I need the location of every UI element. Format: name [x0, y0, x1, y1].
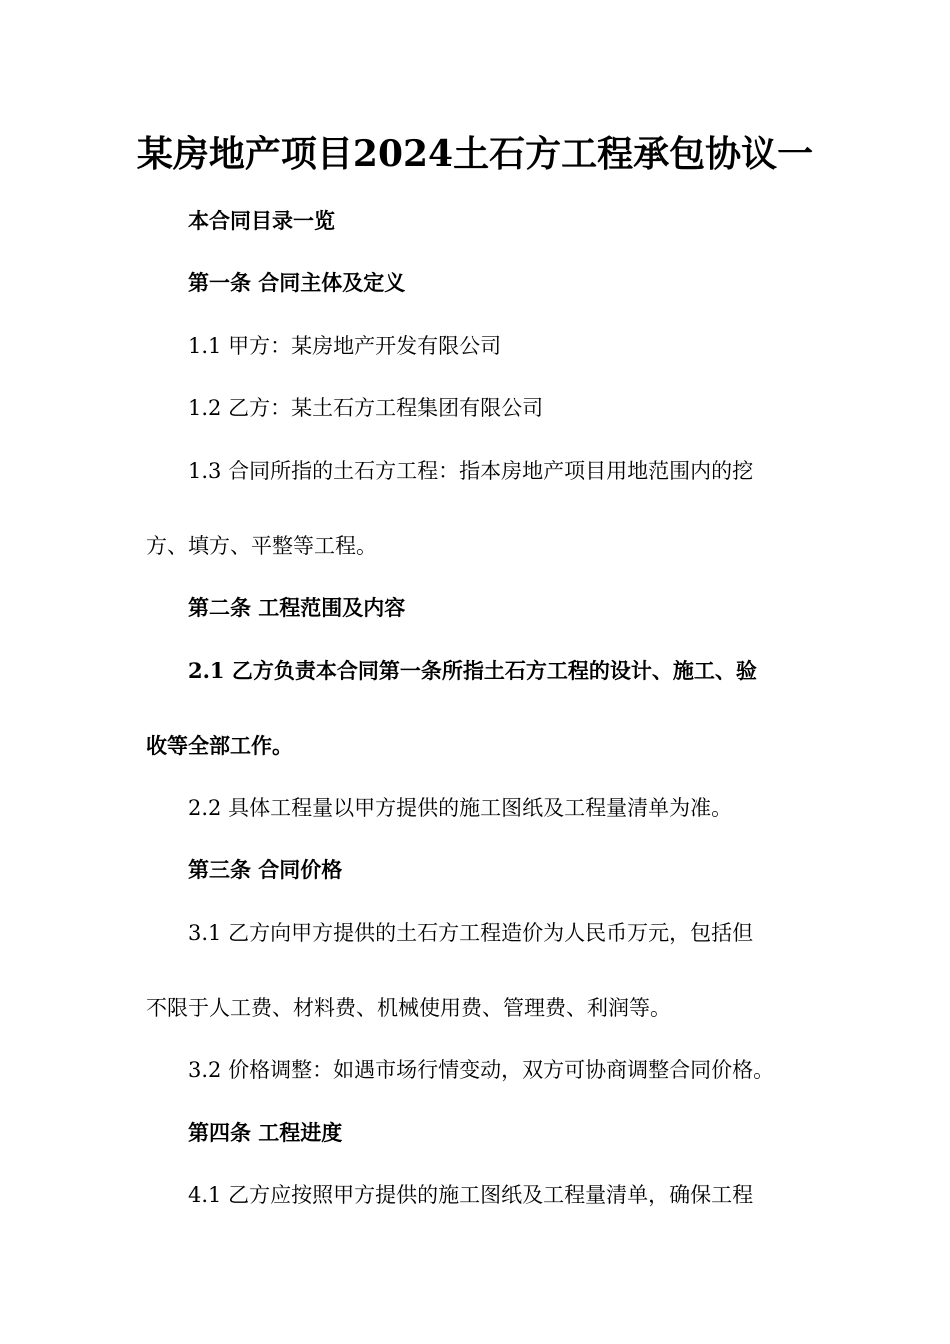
clause-2-1-line-2: 收等全部工作。 — [146, 733, 293, 758]
clause-2-2: 2.2 具体工程量以甲方提供的施工图纸及工程量清单为准。 — [188, 796, 733, 820]
article-3-heading: 第三条 合同价格 — [188, 857, 343, 882]
article-2-heading: 第二条 工程范围及内容 — [188, 595, 406, 620]
clause-4-1-line-1: 4.1 乙方应按照甲方提供的施工图纸及工程量清单，确保工程 — [188, 1183, 754, 1207]
toc-heading: 本合同目录一览 — [188, 208, 335, 233]
clause-3-1-line-2: 不限于人工费、材料费、机械使用费、管理费、利润等。 — [146, 996, 671, 1020]
clause-1-3-line-2: 方、填方、平整等工程。 — [146, 534, 377, 558]
clause-3-2: 3.2 价格调整：如遇市场行情变动，双方可协商调整合同价格。 — [188, 1058, 775, 1082]
clause-2-1-line-1: 2.1 乙方负责本合同第一条所指土石方工程的设计、施工、验 — [188, 658, 757, 683]
clause-3-1-line-1: 3.1 乙方向甲方提供的土石方工程造价为人民币万元，包括但 — [188, 921, 754, 945]
clause-1-2: 1.2 乙方：某土石方工程集团有限公司 — [188, 396, 544, 420]
article-4-heading: 第四条 工程进度 — [188, 1120, 343, 1145]
clause-1-3-line-1: 1.3 合同所指的土石方工程：指本房地产项目用地范围内的挖 — [188, 459, 754, 483]
clause-1-1: 1.1 甲方：某房地产开发有限公司 — [188, 334, 502, 358]
document-title: 某房地产项目2024土石方工程承包协议一 — [136, 133, 814, 175]
article-1-heading: 第一条 合同主体及定义 — [188, 270, 406, 295]
